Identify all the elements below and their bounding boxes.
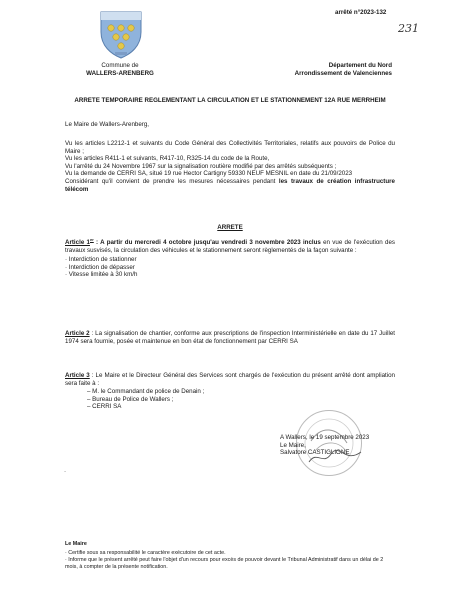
department-name: Département du Nord [328,62,392,69]
handwritten-note: 231 [398,22,419,35]
arrondissement-name: Arrondissement de Valenciennes [294,69,392,77]
coat-of-arms-logo [95,8,147,60]
list-item: – M. le Commandant de police de Denain ; [87,388,205,396]
footer-line: · Informe que le présent arrêté peut faire l'objet d'un recours pour excès de pouvoir devant le Tribunal Administratif dans un délai de 2 mois, à compter de la présente notification. [65,557,384,570]
reference-number: arrêté n°2023-132 [335,9,387,16]
list-item: · Interdiction de stationner [65,256,137,264]
commune-block [65,62,175,77]
consideration-line: Vu les articles L2212-1 et suivants du Code Général des Collectivités Territoriales, relatifs aux pouvoirs de Police du Maire ; [65,140,395,155]
handwritten-signature [305,446,365,468]
footer-block [65,541,395,571]
consideration-line: Vu les articles R411-1 et suivants, R417-10, R325-14 du code de la Route, [65,155,270,163]
department-block [270,62,392,77]
arrete-heading: ARRETE [217,224,243,231]
margin-mark: · [64,468,67,475]
footer-heading: Le Maire [65,541,87,547]
list-item: · Vitesse limitée à 30 km/h [65,271,138,279]
mayor-intro: Le Maire de Wallers-Arenberg, [65,121,150,128]
list-item: · Interdiction de dépasser [65,263,135,271]
list-item: – CERRI SA [87,403,122,411]
considerations-block [65,140,395,193]
consideration-line: Vu l'arrêté du 24 Novembre 1967 sur la signalisation routière modifié par des arrêtés subséquents ; [65,162,337,170]
consideration-line: Vu la demande de CERRI SA, situé 19 rue Hector Cartigny 59330 NEUF MESNIL en date du 21/09/2023 [65,170,353,178]
article-2-label: Article 2 [65,330,90,337]
commune-name: WALLERS-ARENBERG [86,69,154,77]
footer-line: · Certifie sous sa responsabilité le caractère exécutoire de cet acte. [65,550,226,556]
article-3-label: Article 3 [65,372,90,379]
article-1: Article 1er : A partir du mercredi 4 octobre jusqu'au vendredi 3 novembre 2023 inclus en vue de l'exécution des travaux susvisés, la circulation des véhicules et le stationnement seront règlementés de la façon suivante : · Interdiction de stationner · Interdiction de dépasser · Vitesse limitée à 30 km/h [65,237,396,279]
considerant-line: Considérant qu'il convient de prendre les mesures nécessaires pendant les travaux de création infrastructure télécom [65,177,395,193]
signature-name: Salvatore CASTIGLIONE [280,449,350,457]
signature-place-date: A Wallers, le 19 septembre 2023 [280,434,370,441]
commune-label: Commune de [101,62,139,69]
list-item: – Bureau de Police de Wallers ; [87,395,174,403]
article-1-label: Article 1 [65,239,90,247]
article-3: Article 3 : Le Maire et le Directeur Général des Services sont chargés de l'exécution du présent arrêté dont ampliation sera faite à : – M. le Commandant de police de Denain ; – Bureau de Police de Wallers ; – CERRI SA [65,372,395,411]
document-title: ARRETE TEMPORAIRE REGLEMENTANT LA CIRCULATION ET LE STATIONNEMENT 12A RUE MERRHEIM [74,97,386,104]
article-2: Article 2 : La signalisation de chantier, conforme aux prescriptions de l'inspection Interministérielle en date du 17 Juillet 1974 sera fournie, posée et maintenue en bon état de fonctionnement par CERRI SA [65,330,395,345]
signature-role: Le Maire, [280,441,306,449]
